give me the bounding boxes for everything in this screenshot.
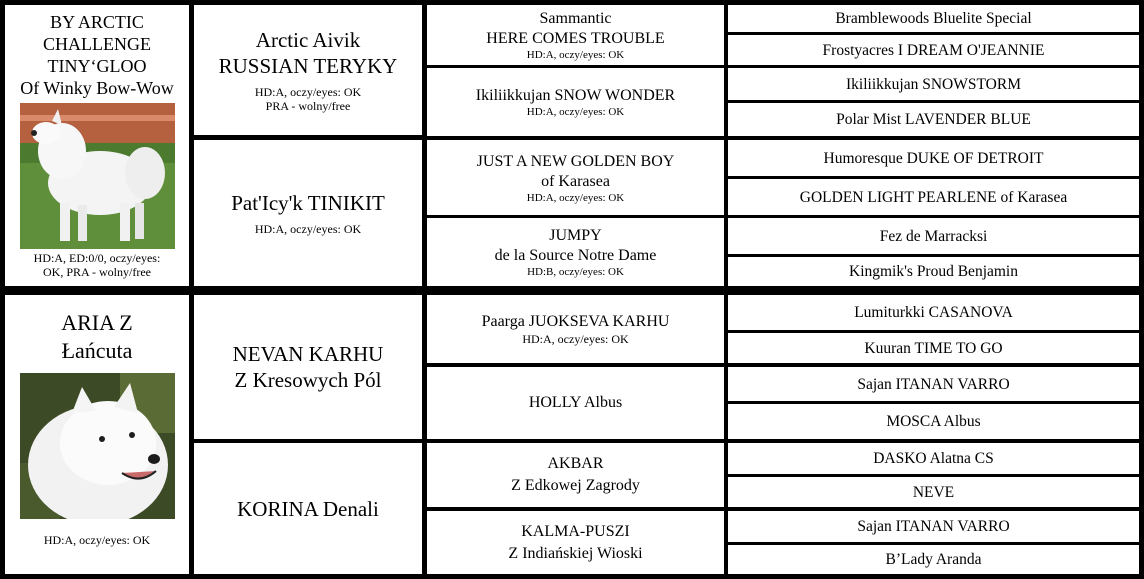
dam-father-name-line-2: Z Kresowych Pól: [234, 368, 382, 392]
dam-ff-cell: [427, 295, 724, 363]
dam-mm-name-line-2: Z Indiańskiej Wioski: [508, 544, 643, 562]
sire-name-line-1: BY ARCTIC: [50, 12, 144, 32]
sire-fm-health: HD:A, oczy/eyes: OK: [526, 106, 625, 118]
sire-fm-name: Ikiliikkujan SNOW WONDER: [475, 87, 676, 104]
sire-mm-health: HD:B, oczy/eyes: OK: [527, 266, 624, 278]
sire-father-name-line-1: Arctic Aivik: [255, 28, 361, 52]
dam-mmf-cell: [728, 511, 1139, 542]
sire-mf-name-line-2: of Karasea: [541, 172, 610, 190]
sire-mm-name-line-2: de la Source Notre Dame: [494, 247, 657, 264]
sire-mfm-name: GOLDEN LIGHT PEARLENE of Karasea: [799, 188, 1068, 206]
dam-fm-cell: [427, 367, 724, 439]
dam-mm-name-line-1: KALMA-PUSZI: [521, 522, 630, 540]
sire-mf-health: HD:A, oczy/eyes: OK: [526, 191, 625, 204]
sire-name-line-4: Of Winky Bow-Wow: [20, 78, 174, 98]
dam-fff-cell: [728, 295, 1139, 330]
dam-cell: [5, 295, 189, 574]
dam-mfm-cell: [728, 477, 1139, 507]
dam-father-cell: [194, 295, 422, 439]
sire-name-line-2: CHALLENGE: [43, 34, 151, 54]
sire-fff-cell: [728, 5, 1139, 32]
sire-father-health-line-1: HD:A, oczy/eyes: OK: [254, 85, 362, 99]
dam-ff-name: Paarga JUOKSEVA KARHU: [481, 313, 670, 330]
sire-name-line-3: TINY‘GLOO: [47, 56, 147, 76]
sire-fff-name: Bramblewoods Bluelite Special: [835, 10, 1032, 27]
sire-mff-cell: [728, 140, 1139, 176]
dam-fff-name: Lumiturkki CASANOVA: [854, 304, 1013, 321]
sire-mmm-cell: [728, 257, 1139, 286]
sire-mfm-cell: [728, 179, 1139, 215]
sire-ff-name-line-1: Sammantic: [539, 10, 612, 27]
dam-mf-name-line-1: AKBAR: [547, 455, 604, 472]
dam-mm-cell: [427, 511, 724, 574]
sire-mother-cell: [194, 140, 422, 286]
sire-fmm-cell: [728, 103, 1139, 136]
sire-health-line-1: HD:A, ED:0/0, oczy/eyes:: [33, 251, 161, 265]
sire-mmf-name: Fez de Marracksi: [879, 227, 988, 245]
dam-mfm-name: NEVE: [912, 483, 955, 501]
sire-ff-health: HD:A, oczy/eyes: OK: [526, 49, 625, 61]
sire-health-line-2: OK, PRA - wolny/free: [43, 265, 151, 279]
sire-mother-name: Pat'Icy'k TINIKIT: [231, 191, 385, 215]
dam-mff-name: DASKO Alatna CS: [873, 450, 994, 467]
dam-fmf-name: Sajan ITANAN VARRO: [857, 375, 1010, 393]
sire-mmm-name: Kingmik's Proud Benjamin: [849, 263, 1018, 280]
dam-mff-cell: [728, 443, 1139, 474]
dam-mmm-name: B’Lady Aranda: [885, 551, 982, 568]
sire-ff-name-line-2: HERE COMES TROUBLE: [486, 30, 665, 47]
dam-fmm-name: MOSCA Albus: [886, 413, 981, 430]
samoyed-head-photo: [20, 373, 175, 519]
dam-mmf-name: Sajan ITANAN VARRO: [857, 518, 1010, 535]
dam-name-line-2: Łańcuta: [61, 338, 133, 363]
dam-ffm-cell: [728, 333, 1139, 363]
sire-mf-name-line-1: JUST A NEW GOLDEN BOY: [476, 152, 675, 170]
samoyed-standing-photo: [20, 103, 175, 249]
sire-ffm-name: Frostyacres I DREAM O'JEANNIE: [822, 41, 1045, 59]
sire-cell: [5, 5, 189, 286]
sire-ff-cell: [427, 5, 724, 65]
sire-mm-cell: [427, 218, 724, 286]
dam-mother-name: KORINA Denali: [237, 496, 379, 521]
dam-mother-cell: [194, 443, 422, 574]
dam-mf-cell: [427, 443, 724, 507]
sire-mother-health: HD:A, oczy/eyes: OK: [254, 222, 362, 236]
sire-father-cell: [194, 5, 422, 135]
sire-father-health-line-2: PRA - wolny/free: [265, 99, 351, 113]
sire-fmf-cell: [728, 68, 1139, 100]
dam-fm-name: HOLLY Albus: [528, 394, 623, 411]
sire-fmm-name: Polar Mist LAVENDER BLUE: [836, 111, 1031, 128]
sire-mf-cell: [427, 140, 724, 215]
sire-ffm-cell: [728, 35, 1139, 65]
dam-fmf-cell: [728, 367, 1139, 401]
sire-mm-name-line-1: JUMPY: [549, 227, 602, 244]
sire-fmf-name: Ikiliikkujan SNOWSTORM: [846, 75, 1021, 93]
sire-mff-name: Humoresque DUKE OF DETROIT: [823, 149, 1044, 167]
dam-ff-health: HD:A, oczy/eyes: OK: [522, 332, 629, 346]
sire-mmf-cell: [728, 218, 1139, 254]
dam-ffm-name: Kuuran TIME TO GO: [864, 339, 1003, 357]
sire-fm-cell: [427, 68, 724, 136]
dam-father-name-line-1: NEVAN KARHU: [232, 342, 384, 366]
dam-fmm-cell: [728, 404, 1139, 439]
dam-mmm-cell: [728, 545, 1139, 574]
dam-mf-name-line-2: Z Edkowej Zagrody: [511, 477, 640, 494]
sire-father-name-line-2: RUSSIAN TERYKY: [218, 54, 398, 78]
dam-name-line-1: ARIA Z: [61, 310, 133, 335]
dam-health: HD:A, oczy/eyes: OK: [43, 533, 151, 547]
